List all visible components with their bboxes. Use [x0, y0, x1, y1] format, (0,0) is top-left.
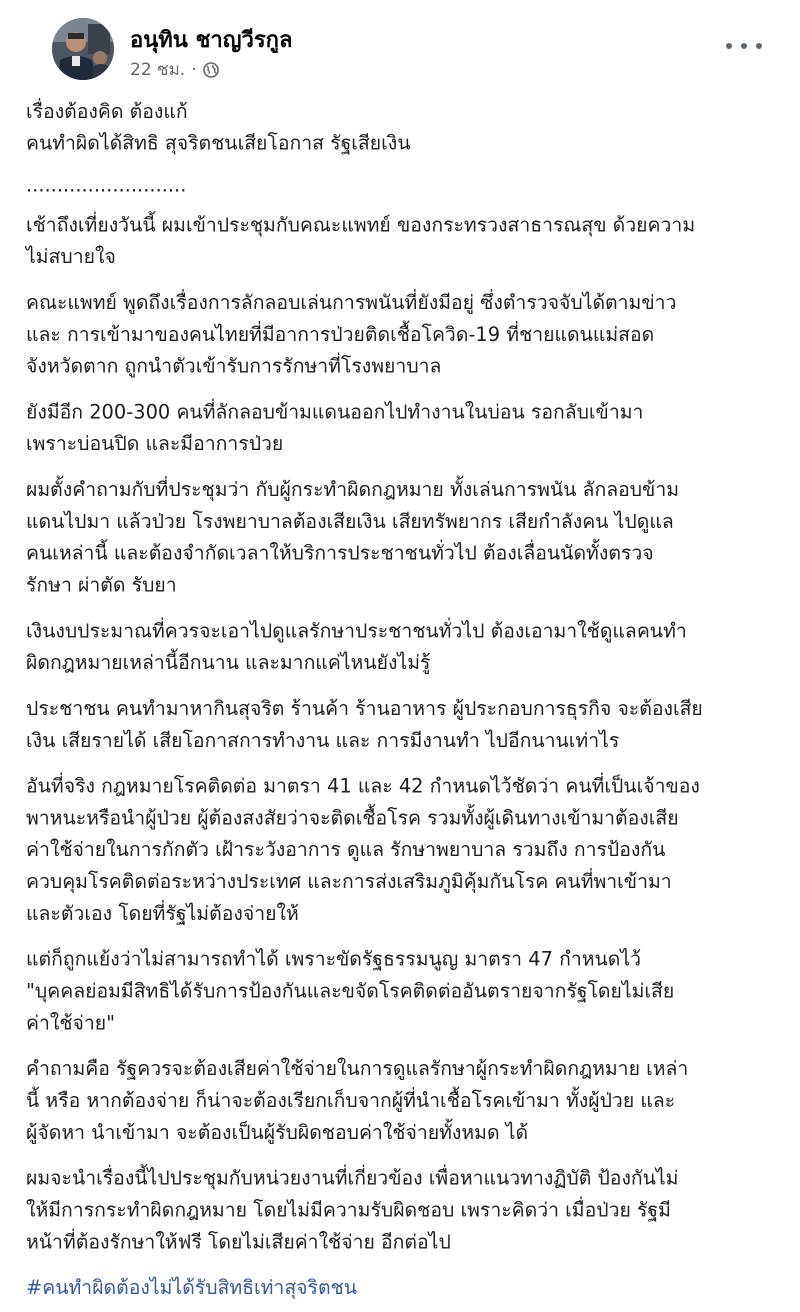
post-paragraph	[26, 944, 774, 1040]
paragraph-line: ค่าใช้จ่าย"	[26, 1011, 116, 1035]
paragraph-line: ผู้จัดหา นำเข้ามา จะต้องเป็นผู้รับผิดชอบค่าใช้จ่ายทั้งหมด ได้	[26, 1120, 529, 1144]
paragraph-line: ผิดกฎหมายเหล่านี้อีกนาน และมากแค่ไหนยังไม่รู้	[26, 651, 431, 675]
paragraph-line: ประชาชน คนทำมาหากินสุจริต ร้านค้า ร้านอาหาร ผู้ประกอบการธุรกิจ จะต้องเสีย	[26, 697, 703, 720]
paragraph-line: เงินงบประมาณที่ควรจะเอาไปดูแลรักษาประชาชนทั่วไป ต้องเอามาใช้ดูแลคนทำ	[26, 619, 687, 643]
paragraph-line: เงิน เสียรายได้ เสียโอกาสการทำงาน และ การมีงานทำ ไปอีกนานเท่าไร	[26, 728, 620, 752]
paragraph-line: จังหวัดตาก ถูกนำตัวเข้ารับการรักษาที่โรงพยาบาล	[26, 354, 442, 378]
paragraph-line: คณะแพทย์ พูดถึงเรื่องการลักลอบเล่นการพนันที่ยังมีอยู่ ซึ่งตำรวจจับได้ตามข่าว	[26, 291, 677, 314]
post-paragraph	[26, 287, 774, 383]
paragraph-line: ผมจะนำเรื่องนี้ไปประชุมกับหน่วยงานที่เกี่ยวข้อง เพื่อหาแนวทางฏิบัติ ป้องกันไม่	[26, 1166, 679, 1190]
paragraph-line: เพราะบ่อนปิด และมีอาการป่วย	[26, 432, 284, 456]
paragraph-line: "บุคคลย่อมมีสิทธิได้รับการป้องกันและขจัดโรคติดต่ออันตรายจากรัฐโดยไม่เสีย	[26, 979, 675, 1003]
dotted-separator: ..........................	[26, 173, 187, 197]
paragraph-line: รักษา ผ่าตัด รับยา	[26, 573, 177, 597]
paragraph-line: แต่ก็ถูกแย้งว่าไม่สามารถทำได้ เพราะขัดรัฐธรรมนูญ มาตรา 47 กำหนดไว้	[26, 947, 642, 971]
intro-line: เรื่องต้องคิด ต้องแก้	[26, 99, 188, 123]
post-paragraph	[26, 474, 774, 601]
more-options-button[interactable]	[726, 34, 762, 58]
post-paragraph	[26, 1163, 774, 1259]
paragraph-line: ค่าใช้จ่ายในการกักตัว เฝ้าระวังอาการ ดูแล รักษาพยาบาล รวมถึง การป้องกัน	[26, 838, 666, 862]
post-paragraph	[26, 397, 774, 461]
avatar[interactable]	[52, 18, 114, 80]
post-time[interactable]: 22 ชม.	[130, 60, 186, 80]
paragraph-line: แดนไปมา แล้วป่วย โรงพยาบาลต้องเสียเงิน เสียทรัพยากร เสียกำลังคน ไปดูแล	[26, 509, 674, 533]
post-paragraph	[26, 1053, 774, 1149]
more-options-icon	[741, 43, 747, 49]
paragraph-line: ควบคุมโรคติดต่อระหว่างประเทศ และการส่งเสริมภูมิคุ้มกันโรค คนที่พาเข้ามา	[26, 870, 672, 894]
post-header	[26, 0, 778, 86]
post-meta	[130, 56, 219, 83]
more-options-icon	[756, 43, 762, 49]
intro-line: คนทำผิดได้สิทธิ สุจริตชนเสียโอกาส รัฐเสียเงิน	[26, 131, 411, 155]
post-paragraph	[26, 693, 774, 757]
more-options-icon	[726, 43, 732, 49]
post-paragraph	[26, 209, 774, 273]
paragraph-line: คนเหล่านี้ และต้องจำกัดเวลาให้บริการประชาชนทั่วไป ต้องเลื่อนนัดทั้งตรวจ	[26, 541, 654, 565]
author-name[interactable]: อนุทิน ชาญวีรกูล	[130, 28, 293, 53]
paragraph-line: หน้าที่ต้องรักษาให้ฟรี โดยไม่เสียค่าใช้จ่าย อีกต่อไป	[26, 1230, 451, 1254]
paragraph-line: ผมตั้งคำถามกับที่ประชุมว่า กับผู้กระทำผิดกฎหมาย ทั้งเล่นการพนัน ลักลอบข้าม	[26, 478, 680, 501]
post-paragraphs	[26, 209, 774, 1258]
paragraph-line: ไม่สบายใจ	[26, 245, 116, 269]
post-paragraph	[26, 615, 774, 679]
post-body	[26, 96, 774, 1304]
paragraph-line: คำถามคือ รัฐควรจะต้องเสียค่าใช้จ่ายในการดูแลรักษาผู้กระทำผิดกฎหมาย เหล่า	[26, 1057, 689, 1081]
paragraph-line: ยังมีอีก 200-300 คนที่ลักลอบข้ามแดนออกไปทำงานในบ่อน รอกลับเข้ามา	[26, 400, 644, 424]
meta-separator: ·	[191, 59, 197, 80]
paragraph-line: ให้มีการกระทำผิดกฎหมาย โดยไม่มีความรับผิดชอบ เพราะคิดว่า เมื่อป่วย รัฐมี	[26, 1198, 671, 1222]
paragraph-line: และ การเข้ามาของคนไทยที่มีอาการป่วยติดเชื้อโควิด-19 ที่ชายแดนแม่สอด	[26, 322, 655, 346]
post-paragraph	[26, 771, 774, 930]
paragraph-line: พาหนะหรือนำผู้ป่วย ผู้ต้องสงสัยว่าจะติดเชื้อโรค รวมทั้งผู้เดินทางเข้ามาต้องเสีย	[26, 806, 679, 830]
hashtag-link[interactable]: #คนทำผิดต้องไม่ได้รับสิทธิเท่าสุจริตชน	[26, 1276, 358, 1300]
post-intro	[26, 96, 774, 160]
paragraph-line: อันที่จริง กฎหมายโรคติดต่อ มาตรา 41 และ 42 กำหนดไว้ชัดว่า คนที่เป็นเจ้าของ	[26, 774, 700, 798]
avatar-photo-icon	[52, 18, 114, 80]
paragraph-line: และตัวเอง โดยที่รัฐไม่ต้องจ่ายให้	[26, 901, 299, 925]
globe-icon[interactable]	[203, 62, 219, 78]
paragraph-line: เช้าถึงเที่ยงวันนี้ ผมเข้าประชุมกับคณะแพทย์ ของกระทรวงสาธารณสุข ด้วยความ	[26, 213, 696, 237]
paragraph-line: นี้ หรือ หากต้องจ่าย ก็น่าจะต้องเรียกเก็บจากผู้ที่นำเชื้อโรคเข้ามา ทั้งผู้ป่วย และ	[26, 1089, 676, 1112]
